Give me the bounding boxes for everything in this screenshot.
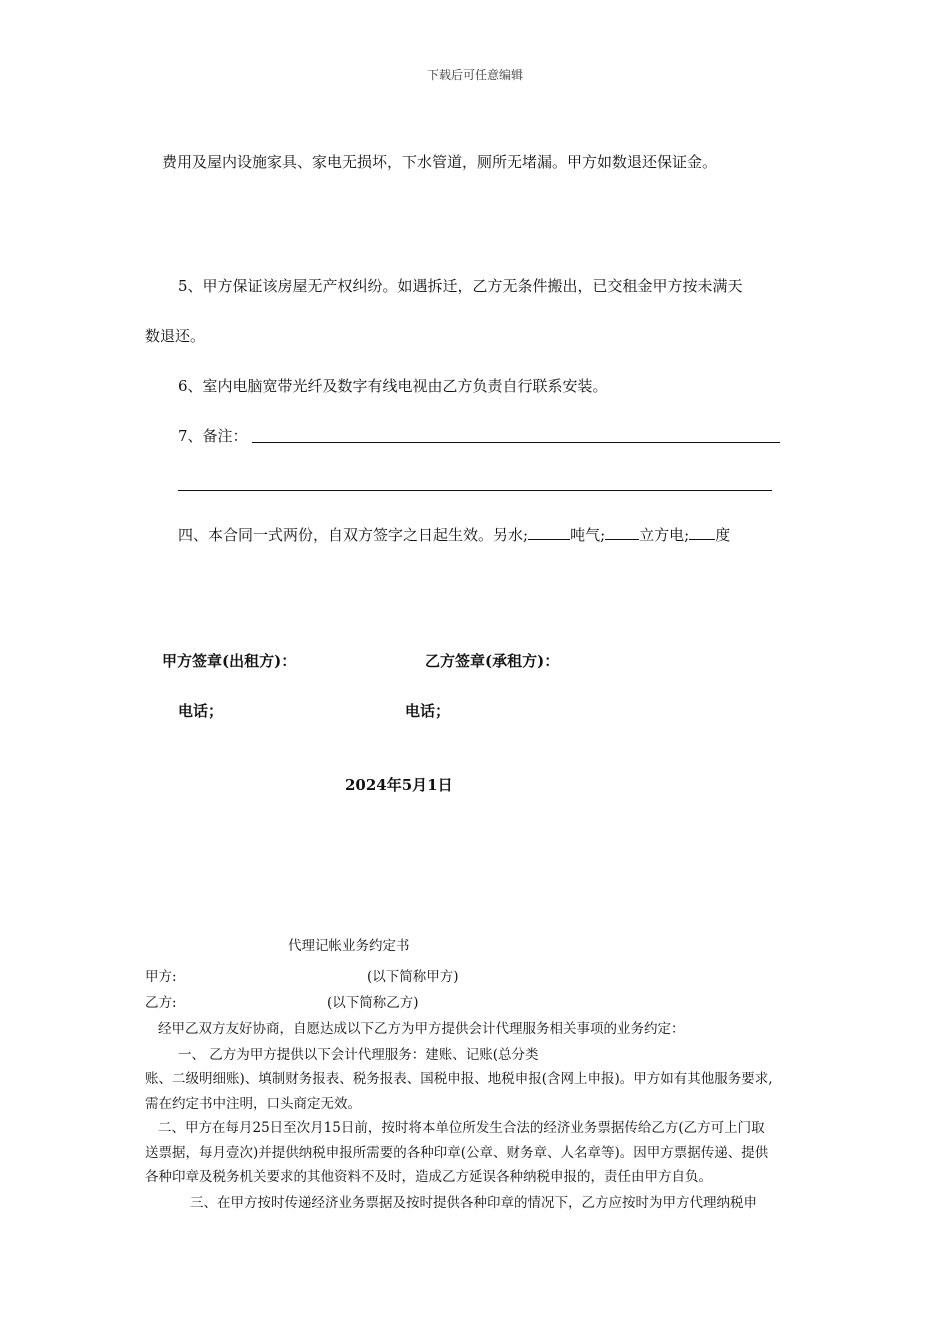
gas-unit: 立方电; bbox=[639, 526, 690, 544]
lease-continued-line: 费用及屋内设施家具、家电无损坏，下水管道，厕所无堵漏。甲方如数退还保证金。 bbox=[162, 153, 718, 171]
water-unit: 吨气; bbox=[570, 526, 606, 544]
agency-title: 代理记帐业务约定书 bbox=[288, 938, 410, 954]
agency-item-3-line-1: 三、在甲方按时传递经济业务票据及按时提供各种印章的情况下，乙方应按时为甲方代理纳税申 bbox=[190, 1195, 757, 1211]
remarks-line-1 bbox=[252, 442, 780, 443]
contract-date: 2024年5月1日 bbox=[345, 776, 453, 794]
party-b-signature: 乙方签章(承租方)： bbox=[425, 652, 560, 670]
party-a-signature: 甲方签章(出租方)： bbox=[162, 652, 297, 670]
agency-intro: 经甲乙双方友好协商，自愿达成以下乙方为甲方提供会计代理服务相关事项的业务约定： bbox=[158, 1021, 685, 1037]
agency-party-b-label: 乙方: bbox=[145, 995, 177, 1011]
clause-4-prefix: 四、本合同一式两份，自双方签字之日起生效。另水; bbox=[178, 526, 529, 544]
agency-item-2-line-2: 送票据，每月壹次)并提供纳税申报所需要的各种印章(公章、财务章、人名章等)。因甲方票据传递、提供 bbox=[145, 1145, 769, 1161]
agency-party-a-note: (以下简称甲方) bbox=[367, 969, 459, 985]
electricity-unit: 度 bbox=[715, 526, 731, 544]
agency-item-1-line-2: 账、二级明细账)、填制财务报表、税务报表、国税申报、地税申报(含网上申报)。甲方如有其他服务要求, bbox=[145, 1071, 773, 1087]
page-header: 下载后可任意编辑 bbox=[426, 68, 523, 82]
agency-party-b-note: (以下简称乙方) bbox=[327, 995, 419, 1011]
clause-5-line-2: 数退还。 bbox=[145, 327, 206, 345]
clause-5-line-1: 5、甲方保证该房屋无产权纠纷。如遇拆迁，乙方无条件搬出，已交租金甲方按未满天 bbox=[178, 277, 743, 295]
agency-item-2-line-3: 各种印章及税务机关要求的其他资料不及时，造成乙方延误各种纳税申报的，责任由甲方自负。 bbox=[145, 1169, 712, 1185]
agency-item-2-line-1: 二、甲方在每月25日至次月15日前，按时将本单位所发生合法的经济业务票据传给乙方(乙方可上门取 bbox=[158, 1120, 765, 1136]
remarks-line-2 bbox=[178, 490, 772, 491]
agency-party-a-label: 甲方: bbox=[145, 969, 177, 985]
water-blank bbox=[528, 525, 570, 540]
agency-item-1-line-3: 需在约定书中注明，口头商定无效。 bbox=[145, 1096, 361, 1112]
clause-6: 6、室内电脑宽带光纤及数字有线电视由乙方负责自行联系安装。 bbox=[178, 377, 608, 395]
clause-4 bbox=[178, 525, 730, 545]
agency-item-1-line-1: 一、 乙方为甲方提供以下会计代理服务：建账、记账(总分类 bbox=[178, 1047, 539, 1063]
party-b-phone: 电话； bbox=[405, 702, 451, 720]
electricity-blank bbox=[689, 525, 715, 540]
clause-7-label: 7、备注： bbox=[178, 427, 248, 445]
gas-blank bbox=[605, 525, 639, 540]
party-a-phone: 电话； bbox=[178, 702, 224, 720]
